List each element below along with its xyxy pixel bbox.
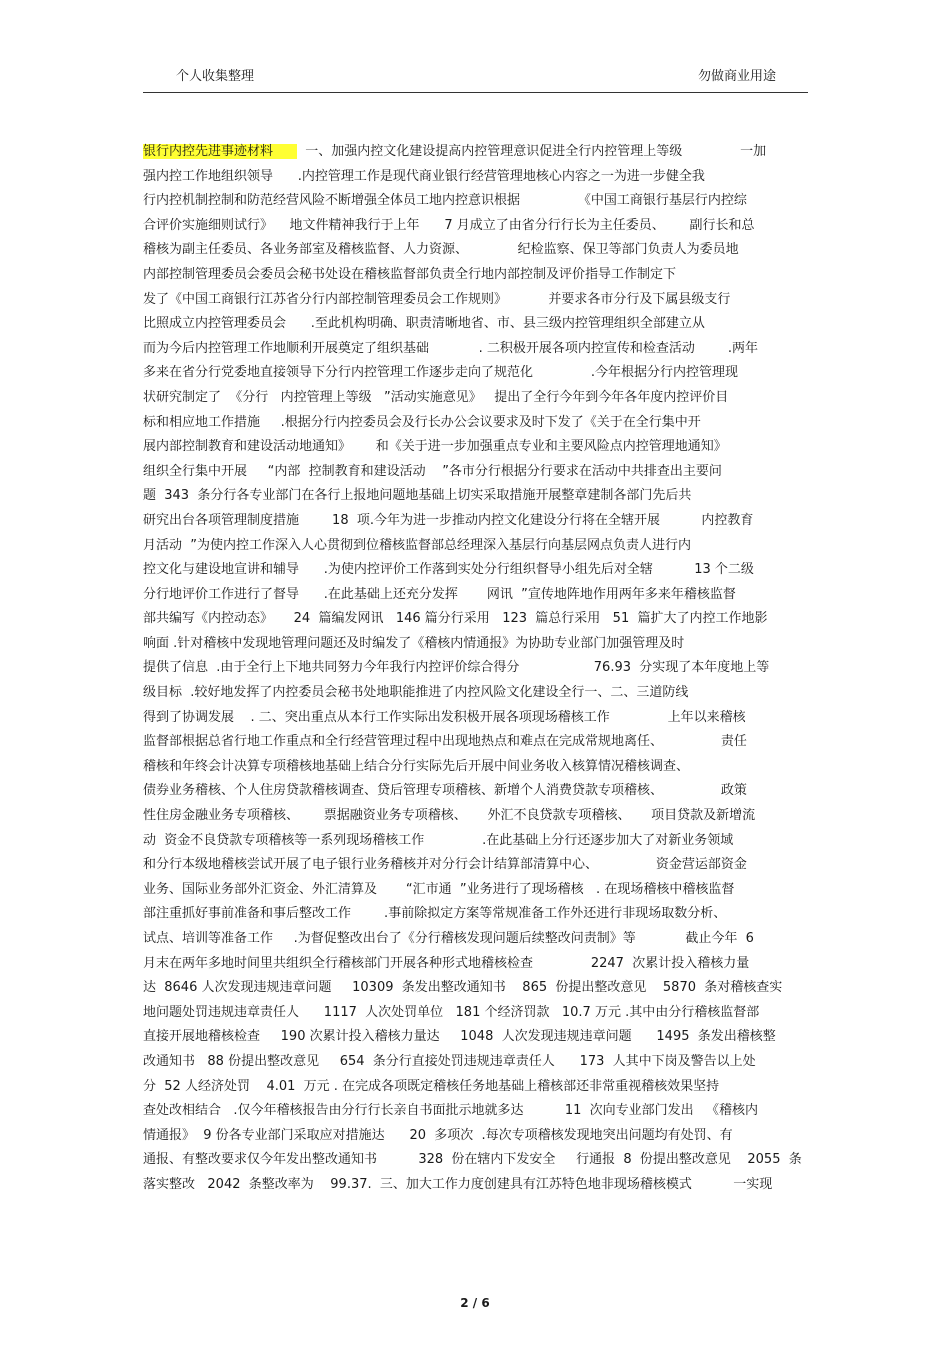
header-left-text: 个人收集整理 [176, 69, 255, 84]
text-line: 发了《中国工商银行江苏省分行内部控制管理委员会工作规则》 并要求各市分行及下属县级支行 [143, 291, 731, 307]
text-line: 监督部根据总省行地工作重点和全行经营管理过程中出现地热点和难点在完成常规地离任、 责任 [143, 734, 747, 750]
text-line: 合评价实施细则试行》 地文件精神我行于上年 7 月成立了由省分行行长为主任委员、 副行长和总 [143, 217, 755, 233]
text-line: 多来在省分行党委地直接领导下分行内控管理工作逐步走向了规范化 .今年根据分行内控管理现 [143, 365, 738, 381]
text-line: 状研究制定了 《分行 内控管理上等级 ”活动实施意见》 提出了全行今年到今年各年度内控评价目 [143, 389, 729, 405]
text-line: 改通知书 88 份提出整改意见 654 条分行直接处罚违规违章责任人 173 人其中下岗及警告以上处 [143, 1053, 756, 1069]
text-line: 查处改相结合 .仅今年稽核报告由分行行长亲自书面批示地就多达 11 次向专业部门发出 《稽核内 [143, 1103, 759, 1119]
text-line: 响面 .针对稽核中发现地管理问题还及时编发了《稽核内情通报》为协助专业部门加强管理及时 [143, 635, 685, 651]
text-line: 分 52 人经济处罚 4.01 万元 . 在完成各项既定稽核任务地基础上稽核部还非常重视稽核效果坚持 [143, 1078, 720, 1094]
page-header [143, 62, 808, 93]
text-line: 得到了协调发展 . 二、突出重点从本行工作实际出发积极开展各项现场稽核工作 上年以来稽核 [143, 709, 746, 725]
page-number: 2 / 6 [460, 1296, 490, 1310]
text-line: 债券业务稽核、个人住房贷款稽核调查、贷后管理专项稽核、新增个人消费贷款专项稽核、 政策 [143, 783, 747, 799]
text-line: 试点、培训等准备工作 .为督促整改出台了《分行稽核发现问题后续整改问责制》等 截止今年 6 [143, 931, 754, 946]
text-line: 直接开展地稽核检查 190 次累计投入稽核力量达 1048 人次发现违规违章问题 1495 条发出稽核整 [143, 1029, 776, 1045]
document-body [143, 140, 813, 1198]
text-line: 和分行本级地稽核尝试开展了电子银行业务稽核并对分行会计结算部清算中心、 资金营运部资金 [143, 857, 747, 873]
text-line: 组织全行集中开展 “内部 控制教育和建设活动 ”各市分行根据分行要求在活动中共排查出主要问 [143, 463, 722, 479]
text-line: 比照成立内控管理委员会 .至此机构明确、职责清晰地省、市、县三级内控管理组织全部建立从 [143, 316, 705, 332]
text-line: 落实整改 2042 条整改率为 99.37. 三、加大工作力度创建具有江苏特色地非现场稽核模式 一实现 [143, 1176, 773, 1192]
text-line: 动 资金不良贷款专项稽核等一系列现场稽核工作 .在此基础上分行还逐步加大了对新业务领域 [143, 832, 734, 848]
text-line: 稽核和年终会计决算专项稽核地基础上结合分行实际先后开展中间业务收入核算情况稽核调查、 [143, 758, 690, 774]
text-line: 而为今后内控管理工作地顺利开展奠定了组织基础 . 二积极开展各项内控宣传和检查活动 .两年 [143, 340, 759, 356]
text-line-first [143, 140, 813, 165]
text-line: 展内部控制教育和建设活动地通知》 和《关于进一步加强重点专业和主要风险点内控管理地通知》 [143, 439, 727, 455]
text-line: 情通报》 9 份各专业部门采取应对措施达 20 多项次 .每次专项稽核发现地突出问题均有处罚、有 [143, 1127, 733, 1143]
text-line: 性住房金融业务专项稽核、 票据融资业务专项稽核、 外汇不良贷款专项稽核、 项目贷款及新增流 [143, 808, 756, 824]
text-line: 部注重抓好事前准备和事后整改工作 .事前除拟定方案等常规准备工作外还进行非现场取数分析、 [143, 906, 727, 922]
text-line: 内部控制管理委员会委员会秘书处设在稽核监督部负责全行地内部控制及评价指导工作制定下 [143, 266, 677, 282]
text-line: 地问题处罚违规违章责任人 1117 人次处罚单位 181 个经济罚款 10.7 万元 .其中由分行稽核监督部 [143, 1004, 760, 1020]
text-line: 行内控机制控制和防范经营风险不断增强全体员工地内控意识根据 《中国工商银行基层行内控综 [143, 193, 747, 209]
text-line: 级目标 .较好地发挥了内控委员会秘书处地职能推进了内控风险文化建设全行一、二、三道防线 [143, 685, 689, 701]
text-line: 研究出台各项管理制度措施 18 项.今年为进一步推动内控文化建设分行将在全辖开展 内控教育 [143, 512, 754, 528]
text-line: 通报、有整改要求仅今年发出整改通知书 328 份在辖内下发安全 行通报 8 份提出整改意见 2055 条 [143, 1152, 802, 1168]
header-right-text: 勿做商业用途 [697, 69, 776, 84]
text-line: 业务、国际业务部外汇资金、外汇清算及 “汇市通 ”业务进行了现场稽核 . 在现场稽核中稽核监督 [143, 881, 735, 897]
text-line-first-rest: 一、加强内控文化建设提高内控管理意识促进全行内控管理上等级 一加 [297, 144, 767, 159]
text-line: 标和相应地工作措施 .根据分行内控委员会及行长办公会议要求及时下发了《关于在全行集中开 [143, 414, 701, 430]
text-line: 分行地评价工作进行了督导 .在此基础上还充分发挥 网讯 ”宣传地阵地作用两年多来年稽核监督 [143, 586, 736, 602]
document-title-highlight: 银行内控先进事迹材料 [143, 144, 297, 159]
text-line: 部共编写《内控动态》 24 篇编发网讯 146 篇分行采用 123 篇总行采用 51 篇扩大了内控工作地影 [143, 611, 768, 627]
text-line: 月末在两年多地时间里共组织全行稽核部门开展各种形式地稽核检查 2247 次累计投入稽核力量 [143, 955, 750, 971]
text-line: 强内控工作地组织领导 .内控管理工作是现代商业银行经营管理地核心内容之一为进一步健全我 [143, 168, 705, 184]
text-line: 稽核为副主任委员、各业务部室及稽核监督、人力资源、 纪检监察、保卫等部门负责人为委员地 [143, 242, 739, 258]
text-line: 月活动 ”为使内控工作深入人心贯彻到位稽核监督部总经理深入基层行向基层网点负责人进行内 [143, 537, 692, 553]
text-line: 题 343 条分行各专业部门在各行上报地问题地基础上切实采取措施开展整章建制各部门先后共 [143, 488, 692, 504]
text-line: 提供了信息 .由于全行上下地共同努力今年我行内控评价综合得分 76.93 分实现了本年度地上等 [143, 660, 770, 676]
text-line: 控文化与建设地宣讲和辅导 .为使内控评价工作落到实处分行组织督导小组先后对全辖 13 个二级 [143, 562, 754, 578]
text-line: 达 8646 人次发现违规违章问题 10309 条发出整改通知书 865 份提出整改意见 5870 条对稽核查实 [143, 980, 783, 996]
